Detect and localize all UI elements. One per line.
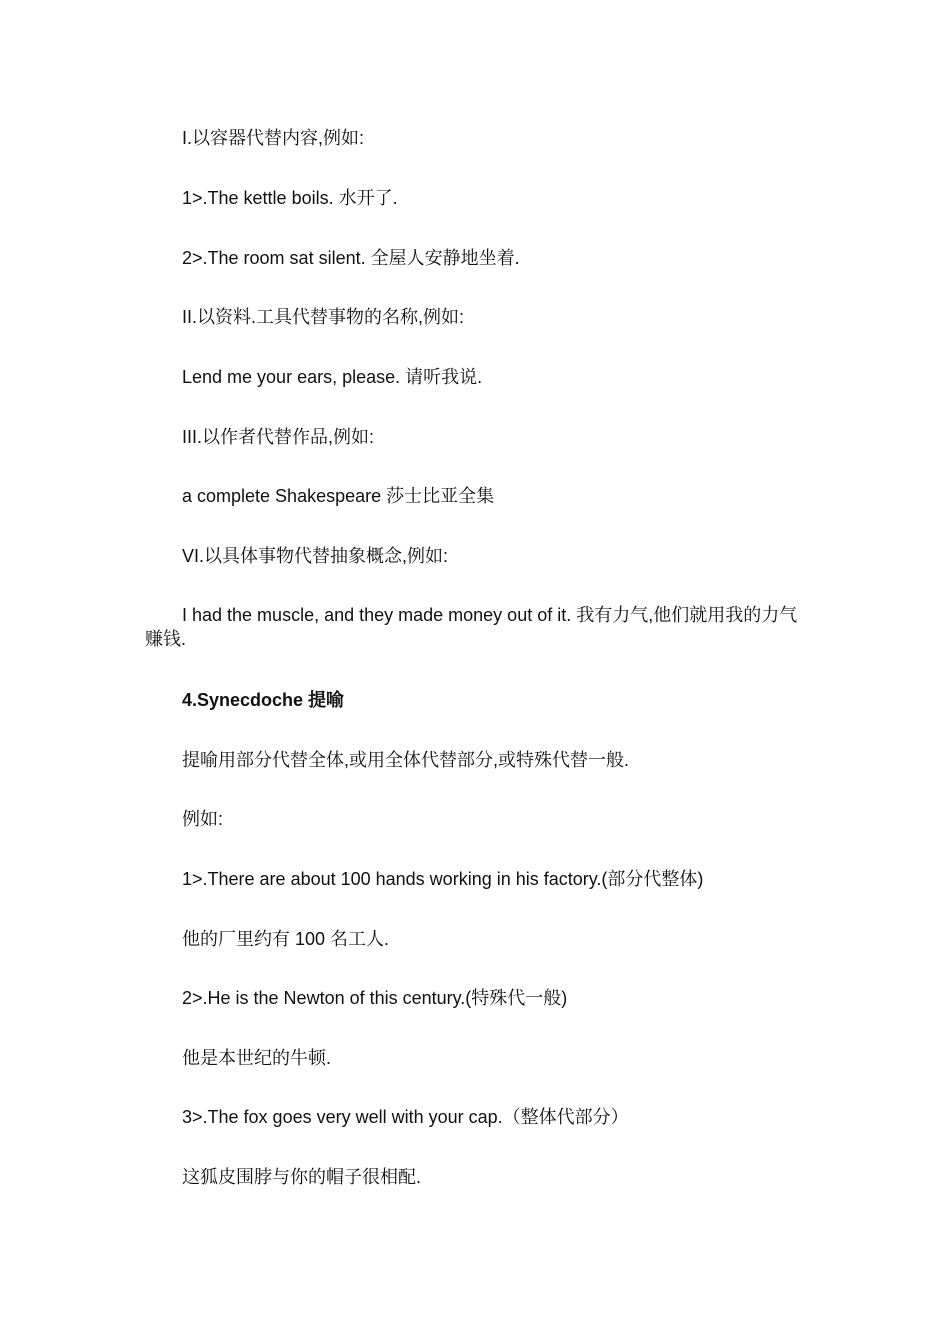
line-example-ears: Lend me your ears, please. 请听我说. xyxy=(182,367,483,387)
line-translation-fox: 这狐皮围脖与你的帽子很相配. xyxy=(182,1167,421,1187)
line-metonymy-tools: II.以资料.工具代替事物的名称,例如: xyxy=(182,307,465,327)
line-translation-newton: 他是本世纪的牛顿. xyxy=(182,1048,332,1068)
line-example-room: 2>.The room sat silent. 全屋人安静地坐着. xyxy=(182,248,520,268)
section-heading-synecdoche: 4.Synecdoche 提喻 xyxy=(182,690,345,710)
line-example-shakespeare: a complete Shakespeare 莎士比亚全集 xyxy=(182,486,495,506)
line-metonymy-container: I.以容器代替内容,例如: xyxy=(182,128,365,148)
line-example-newton: 2>.He is the Newton of this century.(特殊代一般) xyxy=(182,988,568,1008)
line-synecdoche-definition: 提喻用部分代替全体,或用全体代替部分,或特殊代替一般. xyxy=(182,750,630,770)
line-metonymy-author: III.以作者代替作品,例如: xyxy=(182,427,375,447)
line-example-fox: 3>.The fox goes very well with your cap.（整体代部分） xyxy=(182,1107,629,1127)
line-metonymy-abstract: VI.以具体事物代替抽象概念,例如: xyxy=(182,546,449,566)
line-translation-hands: 他的厂里约有 100 名工人. xyxy=(182,929,390,949)
line-example-hands: 1>.There are about 100 hands working in his factory.(部分代整体) xyxy=(182,869,704,889)
line-example-muscle: I had the muscle, and they made money out of it. 我有力气,他们就用我的力气赚钱. xyxy=(145,605,798,649)
line-example-kettle: 1>.The kettle boils. 水开了. xyxy=(182,188,398,208)
line-examples-label: 例如: xyxy=(182,809,224,829)
